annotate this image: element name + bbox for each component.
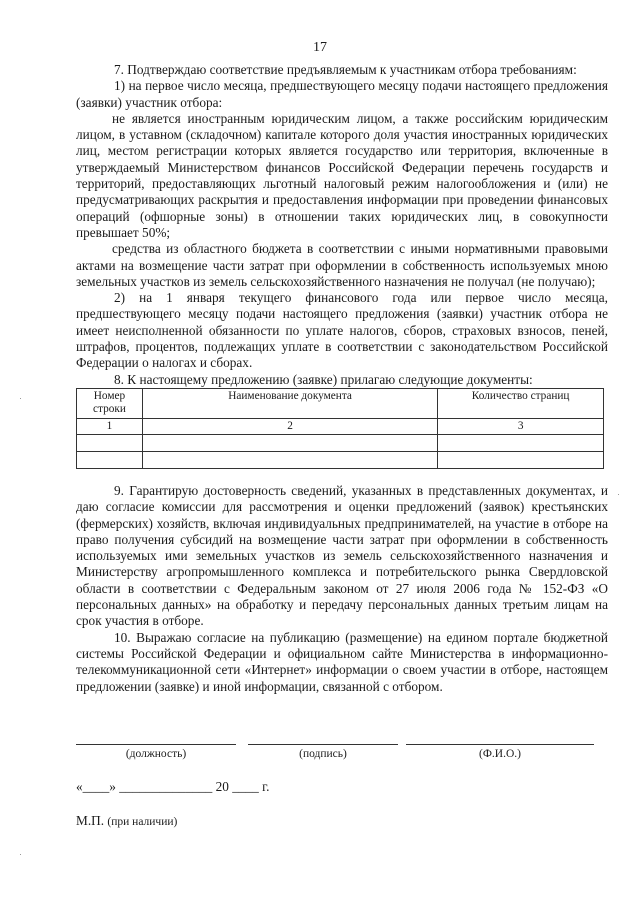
signature-caption: (подпись) — [299, 748, 347, 760]
column-number-1: 1 — [77, 418, 143, 434]
page-number: 17 — [313, 40, 327, 55]
full-name-caption: (Ф.И.О.) — [479, 748, 521, 760]
item7-sub1-para-a: не является иностранным юридическим лицом, а также российским юридическим лицом, в уставном (складочном) капитале которого доля участия иностранных юридических лиц, местом регистрации которых является государство или территория, включенные в утверждаемый Министерством финансов Российской Федерации перечень государств и территорий, предоставляющих льготный налоговый режим налогообложения и (или) не предусматривающих раскрытия и предоставления информации при проведении финансовых операций (офшорные зоны) в отношении таких юридических лиц, в совокупности превышает 50%; — [76, 110, 608, 240]
position-caption: (должность) — [125, 748, 187, 760]
table-cell[interactable] — [77, 434, 143, 451]
stamp-note: (при наличии) — [107, 816, 178, 828]
scan-speck — [20, 398, 21, 399]
item7-sub1: 1) на первое число месяца, предшествующего месяцу подачи настоящего предложения (заявки) участник отбора: — [76, 78, 608, 110]
table-cell[interactable] — [142, 434, 437, 451]
date-line[interactable]: «____» ______________ 20 ____ г. — [76, 779, 270, 794]
table-cell[interactable] — [142, 451, 437, 468]
table-cell[interactable] — [77, 451, 143, 468]
item7-sub2: 2) на 1 января текущего финансового года или первое число месяца, предшествующего месяцу подачи настоящего предложения (заявки) участник отбора не имеет неисполненной обязанности по уплате налогов, сборов, страховых взносов, пеней, штрафов, процентов, подлежащих уплате в соответствии с законодательством Российской Федерации о налогах и сборах. — [76, 290, 608, 371]
table-row — [77, 451, 604, 468]
table-header-row — [77, 388, 604, 418]
header-page-count: Количество страниц — [438, 388, 604, 418]
item7-intro: 7. Подтверждаю соответствие предъявляемым к участникам отбора требованиям: — [114, 62, 577, 77]
column-number-2: 2 — [142, 418, 437, 434]
header-document-name: Наименование документа — [142, 388, 437, 418]
header-row-number: Номер строки — [77, 388, 143, 418]
table-cell[interactable] — [438, 434, 604, 451]
item10: 10. Выражаю согласие на публикацию (размещение) на едином портале бюджетной системы Российской Федерации и официальном сайте Министерства в информационно-телекоммуникационной сети «Интернет» информации о своем участии в отборе, настоящем предложении (заявке) и иной информации, связанной с отбором. — [76, 629, 608, 694]
item8-intro: 8. К настоящему предложению (заявке) прилагаю следующие документы: — [114, 371, 533, 387]
scan-speck — [20, 854, 21, 855]
column-number-3: 3 — [438, 418, 604, 434]
documents-table — [76, 388, 604, 469]
full-name-field[interactable] — [406, 744, 594, 760]
position-field[interactable] — [76, 744, 236, 760]
table-cell[interactable] — [438, 451, 604, 468]
signature-field[interactable] — [248, 744, 398, 760]
table-row — [77, 434, 604, 451]
stamp-label: М.П. — [76, 813, 105, 828]
item7-sub1-para-b: средства из областного бюджета в соответствии с иными нормативными правовыми актами на возмещение части затрат при оформлении в собственность используемых мною земельных участков из земель сельскохозяйственного назначения не получал (не получаю); — [76, 241, 608, 289]
item9: 9. Гарантирую достоверность сведений, указанных в представленных документах, и даю согласие комиссии для рассмотрения и оценки предложений (заявок) крестьянских (фермерских) хозяйств, включая индивидуальных предпринимателей, на участие в отборе на право получения субсидий на возмещение части затрат при оформлении в собственность используемых ими земельных участков из земель сельскохозяйственного назначения и Министерству агропромышленного комплекса и потребительского рынка Свердловской области в соответствии с Федеральным законом от 27 июля 2006 года № 152-ФЗ «О персональных данных» на обработку и передачу персональных данных третьим лицам на срок участия в отборе. — [76, 482, 608, 629]
document-body — [76, 62, 608, 695]
table-row — [77, 418, 604, 434]
signature-row — [76, 744, 608, 774]
stamp-place — [76, 813, 177, 829]
scan-speck — [618, 494, 619, 495]
